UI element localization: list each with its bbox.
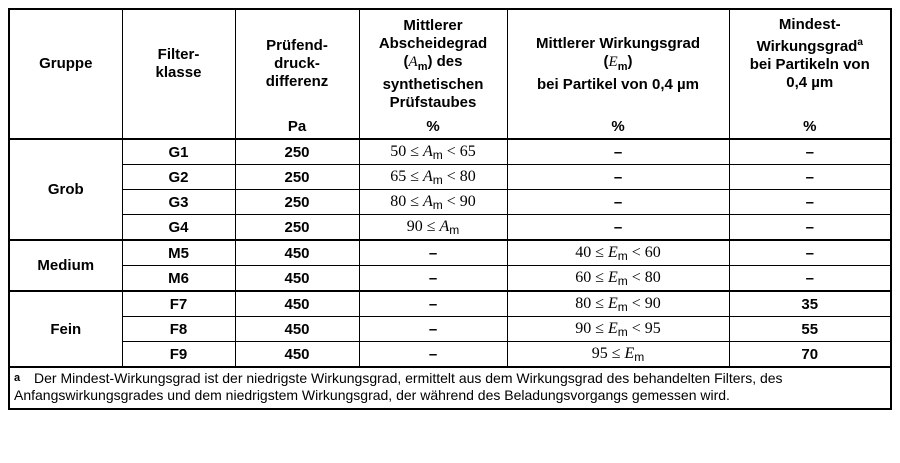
filter-classification-table-frame [8,8,890,410]
mindest-wirkungsgrad-cell: 35 [729,291,891,317]
abscheidegrad-cell: – [359,317,507,342]
filterklasse-cell: G2 [122,165,235,190]
filterklasse-cell: F8 [122,317,235,342]
header-row [9,9,891,139]
header-pruefend-unit: Pa [287,118,307,135]
pruefdruck-cell: 250 [235,139,359,165]
filterklasse-cell: G4 [122,215,235,241]
wirkungsgrad-cell: – [507,165,729,190]
footnote-mark: a [14,372,21,384]
header-mindest-line2-text: Wirkungsgrad [756,38,858,55]
abscheidegrad-cell: $90 \le A_m$ [359,215,507,241]
wirkungsgrad-cell: $40 \le E_m < 60$ [507,240,729,266]
pruefdruck-cell: 250 [235,165,359,190]
abscheidegrad-cell: – [359,240,507,266]
filterklasse-cell: G3 [122,190,235,215]
group-cell: Grob [9,139,122,240]
header-mindest-line3: bei Partikeln von [749,56,870,73]
pruefdruck-cell: 250 [235,215,359,241]
footnote-text: Der Mindest-Wirkungsgrad ist der niedrigste Wirkungsgrad, ermittelt aus dem Wirkungsgrad des behandelten Filters, des Anfangswirkungsgrades und dem niedrigstem Wirkungsgrad, der während des Beladungsvorgangs gemessen wird. [14,370,783,403]
footnote-row [9,367,891,409]
mindest-wirkungsgrad-cell: 70 [729,342,891,368]
table-row [9,342,891,368]
mindest-wirkungsgrad-cell: – [729,139,891,165]
mindest-wirkungsgrad-cell: – [729,165,891,190]
header-abscheidegrad-line2: Abscheidegrad [378,34,488,52]
abscheidegrad-cell: $65 \le A_m < 80$ [359,165,507,190]
filterklasse-cell: F9 [122,342,235,368]
header-filterklasse-label: Filter- klasse [155,46,202,81]
abscheidegrad-cell: – [359,266,507,292]
header-mindest-line1: Mindest- [778,16,841,33]
abscheidegrad-cell: $50 \le A_m < 65$ [359,139,507,165]
abscheidegrad-cell: – [359,291,507,317]
pruefdruck-cell: 450 [235,317,359,342]
wirkungsgrad-cell: $60 \le E_m < 80$ [507,266,729,292]
table-row [9,190,891,215]
header-abscheidegrad-line3-tail: ) des [427,52,463,70]
header-wirkungsgrad-line3: bei Partikel von 0,4 µm [536,75,700,93]
wirkungsgrad-cell: $90 \le E_m < 95$ [507,317,729,342]
table-row [9,165,891,190]
table-row [9,215,891,241]
filterklasse-cell: F7 [122,291,235,317]
header-gruppe-label: Gruppe [39,55,93,72]
group-cell: Fein [9,291,122,367]
header-wirkungsgrad-unit: % [611,118,625,135]
wirkungsgrad-cell: – [507,190,729,215]
filter-classification-table [8,8,892,410]
filterklasse-cell: M5 [122,240,235,266]
pruefdruck-cell: 450 [235,342,359,368]
pruefdruck-cell: 250 [235,190,359,215]
abscheidegrad-cell: $80 \le A_m < 90$ [359,190,507,215]
header-wirkungsgrad-line1: Mittlerer Wirkungsgrad [535,34,701,52]
table-row [9,139,891,165]
table-row [9,291,891,317]
table-body [9,139,891,367]
filterklasse-cell: G1 [122,139,235,165]
header-mindest-line2 [757,34,863,56]
mindest-wirkungsgrad-cell: 55 [729,317,891,342]
abscheidegrad-cell: – [359,342,507,368]
header-abscheidegrad-line1: Mittlerer [403,16,463,34]
wirkungsgrad-cell: $80 \le E_m < 90$ [507,291,729,317]
header-abscheidegrad-line5: Prüfstaubes [389,93,477,111]
header-wirkungsgrad-line2: $(E_m)$ [603,52,633,73]
pruefdruck-cell: 450 [235,291,359,317]
mindest-wirkungsgrad-cell: – [729,215,891,241]
header-wirkungsgrad-subscript: m [617,60,628,73]
header-abscheidegrad [359,9,507,139]
header-abscheidegrad-symbol: A [408,53,418,70]
filterklasse-cell: M6 [122,266,235,292]
header-abscheidegrad-line3: $(A_m)$ des [403,52,463,73]
header-pruefend [235,9,359,139]
mindest-wirkungsgrad-cell: – [729,240,891,266]
header-gruppe [9,9,122,139]
table-row [9,240,891,266]
header-abscheidegrad-subscript: m [417,60,428,73]
header-mindest-unit: % [803,118,817,135]
pruefdruck-cell: 450 [235,240,359,266]
header-abscheidegrad-line4: synthetischen [382,75,484,93]
wirkungsgrad-cell: – [507,215,729,241]
mindest-wirkungsgrad-cell: – [729,190,891,215]
table-row [9,317,891,342]
wirkungsgrad-cell: $95 \le E_m$ [507,342,729,368]
header-wirkungsgrad [507,9,729,139]
wirkungsgrad-cell: – [507,139,729,165]
header-pruefend-label: Prüfend- druck- differenz [265,37,329,90]
pruefdruck-cell: 450 [235,266,359,292]
table-row [9,266,891,292]
header-mindest-footnote-ref: a [857,37,863,48]
header-abscheidegrad-unit: % [426,118,440,135]
footnote-cell [9,367,891,409]
header-wirkungsgrad-symbol: E [608,53,618,70]
mindest-wirkungsgrad-cell: – [729,266,891,292]
header-mindest-line4: 0,4 µm [786,74,834,91]
group-cell: Medium [9,240,122,291]
header-mindest [729,9,891,139]
header-filterklasse [122,9,235,139]
